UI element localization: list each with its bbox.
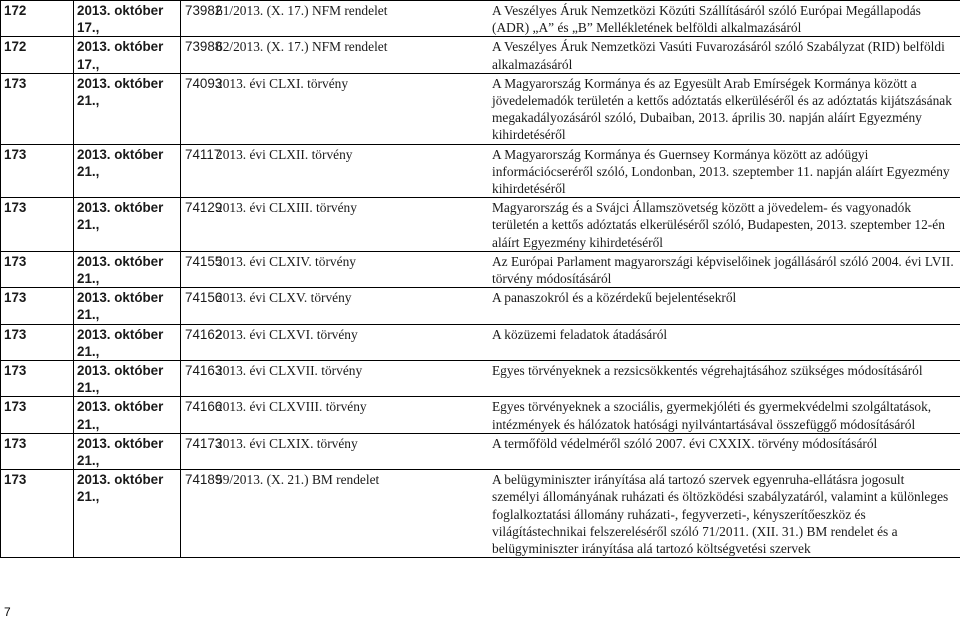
act-number: 2013. évi CLXVII. törvény [216, 363, 363, 379]
page-number: 7 [4, 605, 11, 619]
entry-cell [181, 144, 960, 198]
table-row [1, 288, 960, 324]
table-row [1, 73, 960, 144]
entry-cell [181, 251, 960, 287]
act-title: Egyes törvényeknek a szociális, gyermekjóléti és gyermekvédelmi szolgáltatások, intézmények és hálózatok hatósági nyilvántartásával összefüggő módosításáról [492, 399, 932, 432]
gazette-issue-cell: 173 [1, 470, 74, 558]
entry-wrap [184, 38, 958, 72]
act-number: 2013. évi CLXVIII. törvény [216, 399, 367, 415]
act-title: A termőföld védelméről szóló 2007. évi CXXIX. törvény módosításáról [492, 435, 878, 451]
entry-cell [181, 324, 960, 360]
publication-date-cell: 2013. október 21., [74, 433, 181, 469]
act-number: 2013. évi CLXV. törvény [216, 290, 352, 306]
entry-wrap [184, 146, 958, 198]
publication-date-cell: 2013. október 21., [74, 288, 181, 324]
table-row [1, 198, 960, 252]
gazette-issue-cell: 173 [1, 324, 74, 360]
table-row [1, 470, 960, 558]
gazette-issue-cell: 173 [1, 397, 74, 433]
publication-date-cell: 2013. október 17., [74, 1, 181, 37]
entry-cell [181, 397, 960, 433]
gazette-issue-cell: 173 [1, 73, 74, 144]
publication-date-cell: 2013. október 21., [74, 470, 181, 558]
publication-date-cell: 2013. október 17., [74, 37, 181, 73]
page-ref: 74166 [185, 399, 223, 415]
table-row [1, 1, 960, 37]
act-title: A panaszokról és a közérdekű bejelentésekről [492, 290, 737, 306]
entry-wrap [184, 471, 958, 557]
page-ref: 73988 [185, 39, 223, 55]
table-row [1, 37, 960, 73]
gazette-issue-cell: 173 [1, 144, 74, 198]
gazette-issue-cell: 173 [1, 361, 74, 397]
act-number: 2013. évi CLXIII. törvény [216, 200, 357, 216]
act-title: A belügyminiszter irányítása alá tartozó szervek egyenruha-ellátásra jogosult személyi állományának ruházati és öltözködési szabályzatáról, valamint a különleges foglalkoztatási állomány ruházati-, fegyverzeti-, kényszerítőeszköz és világítástechnikai felszereléséről szóló 71/2011. (XII. 31.) BM rendelet és a belügyminiszter irányítása alá tartozó költségvetési szervek [492, 472, 949, 557]
entry-wrap [184, 199, 958, 251]
table-body [1, 1, 960, 558]
publication-date-cell: 2013. október 21., [74, 251, 181, 287]
page-ref: 73982 [185, 3, 223, 18]
entry-wrap [184, 398, 958, 432]
entry-cell [181, 433, 960, 469]
gazette-issue-cell: 172 [1, 37, 74, 73]
entry-cell [181, 1, 960, 37]
act-title: A Veszélyes Áruk Nemzetközi Vasúti Fuvarozásáról szóló Szabályzat (RID) belföldi alkalmazásáról [492, 39, 945, 72]
table-row [1, 397, 960, 433]
gazette-issue-cell: 172 [1, 1, 74, 37]
entry-wrap [184, 362, 958, 379]
table-row [1, 251, 960, 287]
act-title: A Veszélyes Áruk Nemzetközi Közúti Szállításáról szóló Európai Megállapodás (ADR) „A” és „B” Mellékletének belföldi alkalmazásáról [492, 3, 921, 36]
publication-date-cell: 2013. október 21., [74, 324, 181, 360]
entry-wrap [184, 435, 958, 452]
act-number: 61/2013. (X. 17.) NFM rendelet [216, 3, 388, 18]
page-ref: 74156 [185, 290, 223, 306]
act-number: 2013. évi CLXIX. törvény [216, 435, 358, 451]
publication-date-cell: 2013. október 21., [74, 397, 181, 433]
page-ref: 74162 [185, 326, 223, 342]
act-number: 2013. évi CLXII. törvény [216, 146, 353, 162]
entry-cell [181, 37, 960, 73]
page-ref: 74163 [185, 363, 223, 379]
page-ref: 74189 [185, 472, 223, 488]
entry-wrap [184, 289, 958, 306]
publication-date-cell: 2013. október 21., [74, 198, 181, 252]
page-ref: 74155 [185, 253, 223, 269]
table-row [1, 324, 960, 360]
entry-cell [181, 361, 960, 397]
page-ref: 74173 [185, 435, 223, 451]
entry-wrap [184, 326, 958, 343]
entry-cell [181, 288, 960, 324]
table-row [1, 433, 960, 469]
page-ref: 74093 [185, 75, 223, 91]
act-number: 2013. évi CLXI. törvény [216, 75, 349, 91]
table-row [1, 144, 960, 198]
act-number: 62/2013. (X. 17.) NFM rendelet [216, 39, 388, 55]
entry-cell [181, 470, 960, 558]
act-title: A Magyarország Kormánya és az Egyesült Arab Emírségek Kormánya között a jövedelemadók területén a kettős adóztatás elkerüléséről és az adóztatás kijátszásának megakadályozásáról szóló, Dubaiban, 2013. április 30. napján aláírt Egyezmény kihirdetéséről [492, 75, 952, 143]
entry-wrap [184, 2, 958, 36]
publication-date-cell: 2013. október 21., [74, 73, 181, 144]
page-ref: 74117 [185, 146, 222, 162]
entry-wrap [184, 253, 958, 287]
page-ref: 74129 [185, 200, 223, 216]
act-title: Az Európai Parlament magyarországi képviselőinek jogállásáról szóló 2004. évi LVII. törvény módosításáról [492, 253, 954, 287]
publication-date-cell: 2013. október 21., [74, 361, 181, 397]
gazette-issue-cell: 173 [1, 433, 74, 469]
gazette-issue-cell: 173 [1, 288, 74, 324]
act-title: A közüzemi feladatok átadásáról [492, 326, 668, 342]
gazette-issue-cell: 173 [1, 251, 74, 287]
entry-cell [181, 198, 960, 252]
act-number: 2013. évi CLXIV. törvény [216, 253, 356, 269]
act-title: Magyarország és a Svájci Államszövetség között a jövedelem- és vagyonadók területén a kettős adóztatás elkerüléséről szóló, Budapesten, 2013. szeptember 12-én aláírt Egyezmény kihirdetéséről [492, 200, 945, 250]
entry-wrap [184, 75, 958, 144]
publication-date-cell: 2013. október 21., [74, 144, 181, 198]
gazette-issue-cell: 173 [1, 198, 74, 252]
act-title: A Magyarország Kormánya és Guernsey Kormánya között az adóügyi információcseréről szóló, Londonban, 2013. szeptember 11. napján aláírt Egyezmény kihirdetéséről [492, 146, 950, 197]
table-row [1, 361, 960, 397]
entry-cell [181, 73, 960, 144]
act-number: 2013. évi CLXVI. törvény [216, 326, 358, 342]
act-title: Egyes törvényeknek a rezsicsökkentés végrehajtásához szükséges módosításáról [492, 363, 923, 379]
act-number: 59/2013. (X. 21.) BM rendelet [216, 472, 380, 488]
